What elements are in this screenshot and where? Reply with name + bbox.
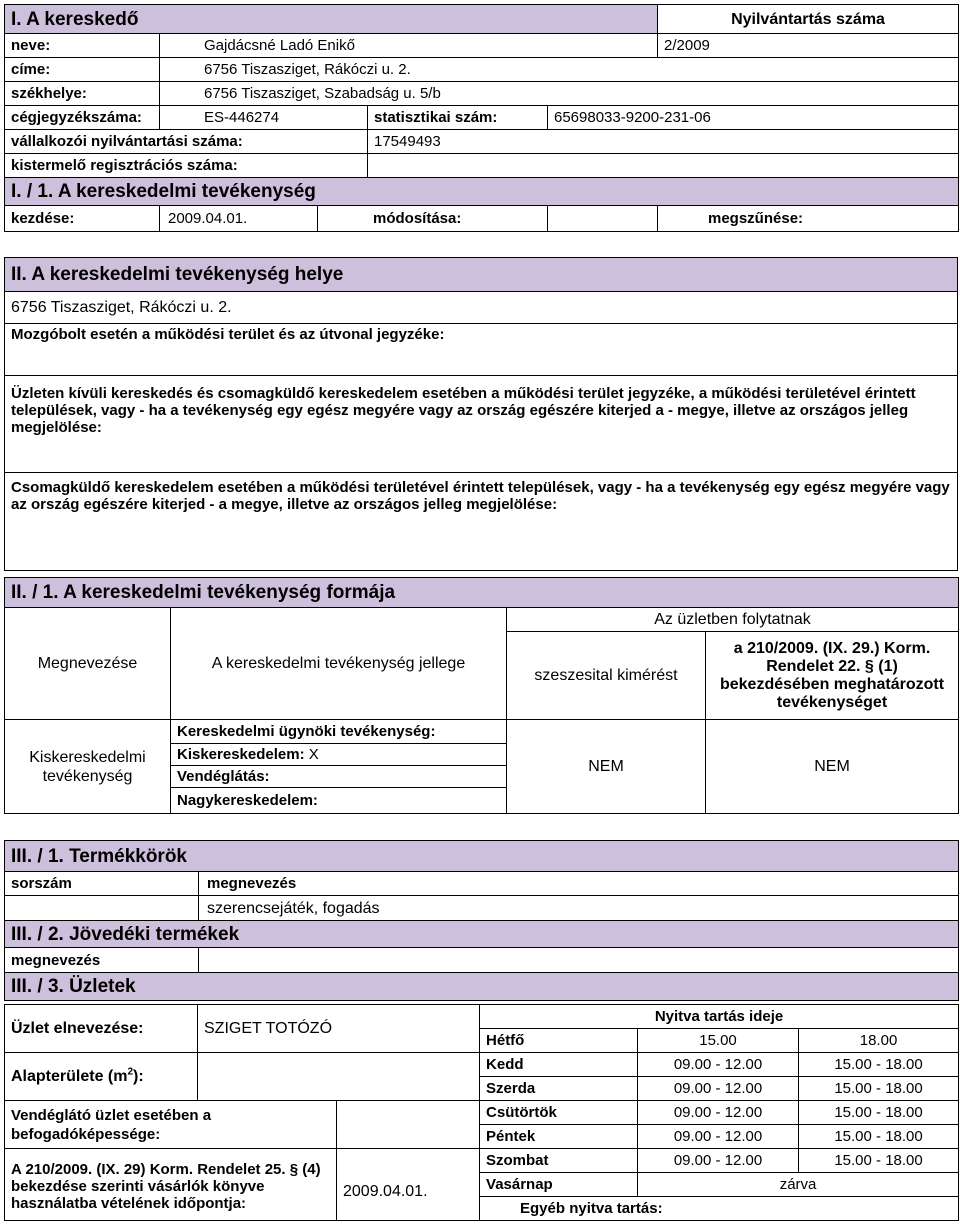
shop-name: SZIGET TOTÓZÓ	[198, 1005, 480, 1053]
section-shops	[4, 1004, 958, 1221]
col-decree-header: a 210/2009. (IX. 29.) Korm. Rendelet 22. § (1) bekezdésében meghatározott tevékenységet	[706, 632, 959, 720]
wholesale-activity: Nagykereskedelem:	[171, 788, 507, 814]
col-spirit-header: szeszesital kimérést	[507, 632, 706, 720]
product-name: szerencsejáték, fogadás	[199, 896, 959, 921]
complaint-book-date: 2009.04.01.	[337, 1149, 480, 1221]
address-label: címe:	[5, 58, 160, 82]
day-thursday: Csütörtök	[480, 1101, 638, 1125]
entrepreneur-reg-label: vállalkozói nyilvántartási száma:	[5, 130, 368, 154]
hours-afternoon: 15.00 - 18.00	[799, 1053, 959, 1077]
day-saturday: Szombat	[480, 1149, 638, 1173]
section-title: I. A kereskedő	[5, 5, 658, 34]
day-sunday: Vasárnap	[480, 1173, 638, 1197]
decree-value: NEM	[706, 720, 959, 814]
reg-number-label: Nyilvántartás száma	[658, 5, 959, 34]
subsection-title: I. / 1. A kereskedelmi tevékenység	[5, 178, 959, 206]
day-tuesday: Kedd	[480, 1053, 638, 1077]
trader-name: Gajdácsné Ladó Enikő	[160, 34, 658, 58]
section-place	[4, 257, 958, 571]
start-date: 2009.04.01.	[160, 206, 318, 232]
farmer-reg	[368, 154, 959, 178]
hours-morning: 09.00 - 12.00	[638, 1077, 799, 1101]
hours-afternoon: 15.00 - 18.00	[799, 1149, 959, 1173]
modification-date	[548, 206, 658, 232]
day-friday: Péntek	[480, 1125, 638, 1149]
col-nature-header: A kereskedelmi tevékenység jellege	[171, 608, 507, 720]
stat-number-label: statisztikai szám:	[368, 106, 548, 130]
opening-hours-header: Nyitva tartás ideje	[480, 1005, 959, 1029]
retail-activity	[171, 744, 507, 766]
row-name: Kiskereskedelmi tevékenység	[5, 720, 171, 814]
capacity-value	[337, 1101, 480, 1149]
section-title: III. / 2. Jövedéki termékek	[5, 921, 959, 948]
section-title: III. / 3. Üzletek	[5, 973, 959, 1001]
hours-morning: 09.00 - 12.00	[638, 1149, 799, 1173]
section-title: II. A kereskedelmi tevékenység helye	[5, 258, 958, 292]
agent-activity: Kereskedelmi ügynöki tevékenység:	[171, 720, 507, 744]
hours-morning: 15.00	[638, 1029, 799, 1053]
seat: 6756 Tiszasziget, Szabadság u. 5/b	[160, 82, 959, 106]
day-monday: Hétfő	[480, 1029, 638, 1053]
end-label: megszűnése:	[658, 206, 959, 232]
hours-afternoon: 15.00 - 18.00	[799, 1125, 959, 1149]
catering-activity: Vendéglátás:	[171, 766, 507, 788]
company-number-label: cégjegyzékszáma:	[5, 106, 160, 130]
col-number-header: sorszám	[5, 872, 199, 896]
farmer-reg-label: kistermelő regisztrációs száma:	[5, 154, 368, 178]
other-hours-label: Egyéb nyitva tartás:	[480, 1197, 959, 1221]
hours-afternoon: 18.00	[799, 1029, 959, 1053]
col-excise-header: megnevezés	[5, 948, 199, 973]
section-trader	[4, 4, 958, 232]
retail-label: Kiskereskedelem:	[177, 746, 305, 763]
section-title: II. / 1. A kereskedelmi tevékenység formája	[5, 578, 959, 608]
section-activity-form	[4, 577, 958, 814]
seat-label: székhelye:	[5, 82, 160, 106]
modification-label: módosítása:	[318, 206, 548, 232]
entrepreneur-reg: 17549493	[368, 130, 959, 154]
mobile-shop-label: Mozgóbolt esetén a működési terület és az útvonal jegyzéke:	[5, 324, 958, 376]
spirit-value: NEM	[507, 720, 706, 814]
day-wednesday: Szerda	[480, 1077, 638, 1101]
capacity-label: Vendéglátó üzlet esetében a befogadóképessége:	[5, 1101, 337, 1149]
start-label: kezdése:	[5, 206, 160, 232]
reg-number: 2/2009	[658, 34, 959, 58]
activity-place: 6756 Tiszasziget, Rákóczi u. 2.	[5, 292, 958, 324]
hours-morning: 09.00 - 12.00	[638, 1053, 799, 1077]
hours-afternoon: 15.00 - 18.00	[799, 1077, 959, 1101]
col-product-header: megnevezés	[199, 872, 959, 896]
hours-morning: 09.00 - 12.00	[638, 1101, 799, 1125]
sunday-hours: zárva	[638, 1173, 959, 1197]
col-shop-header: Az üzletben folytatnak	[507, 608, 959, 632]
address: 6756 Tiszasziget, Rákóczi u. 2.	[160, 58, 959, 82]
mail-order-label: Csomagküldő kereskedelem esetében a működési területével érintett települések, vagy - ha a tevékenység egy egész megyére vagy az ország egészére kiterjed - a megye, illetve az országos jelleg megjelölése:	[5, 473, 958, 571]
hours-afternoon: 15.00 - 18.00	[799, 1101, 959, 1125]
section-products	[4, 840, 958, 1001]
retail-value: X	[308, 746, 319, 763]
name-label: neve:	[5, 34, 160, 58]
hours-morning: 09.00 - 12.00	[638, 1125, 799, 1149]
area-label: Alapterülete $(m^2)$:	[5, 1053, 198, 1101]
shop-name-label: Üzlet elnevezése:	[5, 1005, 198, 1053]
complaint-book-label: A 210/2009. (IX. 29) Korm. Rendelet 25. § (4) bekezdése szerinti vásárlók könyve használatba vételének időpontja:	[5, 1149, 337, 1221]
outside-trade-label: Üzleten kívüli kereskedés és csomagküldő kereskedelem esetében a működési terület jegyzéke, a működési területével érintett települések, vagy - ha a tevékenység egy egész megyére vagy az ország egészére kiterjed a - megye, illetve az országos jelleg megjelölése:	[5, 376, 958, 473]
section-title: III. / 1. Termékkörök	[5, 841, 959, 872]
col-name-header: Megnevezése	[5, 608, 171, 720]
company-number: ES-446274	[160, 106, 368, 130]
stat-number: 65698033-9200-231-06	[548, 106, 959, 130]
product-number	[5, 896, 199, 921]
excise-product	[199, 948, 959, 973]
shop-area	[198, 1053, 480, 1101]
